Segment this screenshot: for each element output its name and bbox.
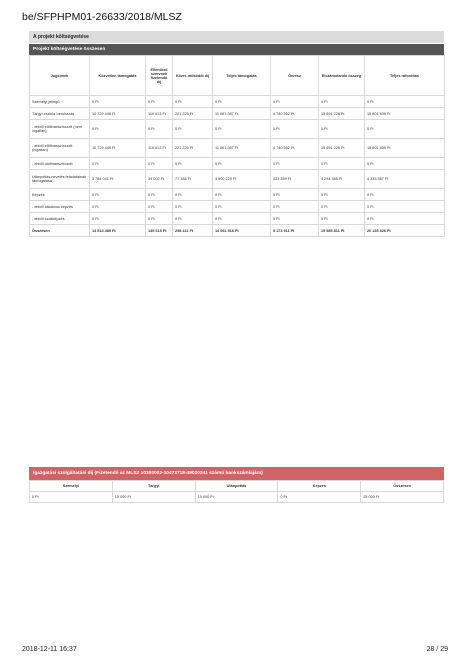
table-cell: 4 294 585 Ft [319, 170, 365, 189]
table-cell: 15 691 226 Ft [319, 108, 365, 120]
table-cell: 15 801 839 Ft [365, 108, 445, 120]
table-cell: 0 Ft [146, 189, 173, 201]
column-header: Tárgyi [112, 481, 195, 492]
table-cell: 0 Ft [365, 96, 445, 108]
table-cell: 4 740 552 Ft [271, 139, 319, 158]
total-row [30, 225, 445, 237]
table-cell: 4 333 587 Ft [365, 170, 445, 189]
table-cell: 0 Ft [90, 120, 146, 139]
table-cell: 0 Ft [173, 158, 213, 170]
fee-table-title: Igazgatási szolgáltatási díj (Fizetendő az MLSZ 10300002-10473718-49020341 számú bankszámlájára) [29, 467, 444, 480]
cost-table [29, 55, 445, 237]
table-cell: 0 Ft [365, 213, 445, 225]
table-cell: 4 740 552 Ft [271, 108, 319, 120]
table-cell: 0 Ft [365, 189, 445, 201]
cost-table-header-row [30, 56, 445, 96]
cost-table-title: Projekt költségvetése összesen [29, 44, 444, 55]
table-cell: 0 Ft [90, 189, 146, 201]
table-cell: 0 Ft [271, 189, 319, 201]
table-cell: 39 002 Ft [146, 170, 173, 189]
row-label: - ebből előfinanszírozott (nem ingatlan) [30, 120, 90, 139]
column-header: Közre-működői díj [173, 56, 213, 96]
table-cell: 15 801 839 Ft [365, 139, 445, 158]
table-cell: 298 411 Ft [173, 225, 213, 237]
table-cell: 0 Ft [271, 120, 319, 139]
table-cell: 0 Ft [213, 158, 271, 170]
footer-page-number: 28 / 29 [426, 646, 448, 653]
table-cell: 0 Ft [90, 213, 146, 225]
table-cell: 0 Ft [319, 201, 365, 213]
document-id: be/SFPHPM01-26633/2018/MLSZ [22, 11, 182, 23]
table-cell: 0 Ft [30, 492, 113, 503]
row-label: - ebből általános képzés [30, 201, 90, 213]
table-cell: 0 Ft [319, 96, 365, 108]
table-cell: 0 Ft [173, 213, 213, 225]
table-cell: 3 784 041 Ft [90, 170, 146, 189]
row-label: Személyi jellegű [30, 96, 90, 108]
column-header: Jogcímek [30, 56, 90, 96]
table-cell: 0 Ft [271, 201, 319, 213]
table-row [30, 96, 445, 108]
table-cell: 0 Ft [146, 158, 173, 170]
table-cell: 0 Ft [271, 96, 319, 108]
table-cell: 14 513 489 Ft [90, 225, 146, 237]
fee-table [29, 480, 444, 503]
table-cell: 10 000 Ft [195, 492, 278, 503]
row-label: Képzés [30, 189, 90, 201]
table-cell: 25 000 Ft [361, 492, 444, 503]
column-header: Képzés [278, 481, 361, 492]
column-header: Ellenőrző szervnek fizetendő díj [146, 56, 173, 96]
fee-section [29, 467, 444, 503]
row-label: Tárgyi eszköz beruházás [30, 108, 90, 120]
table-cell: 3 900 229 Ft [213, 170, 271, 189]
row-label: - ebből szakképzés [30, 213, 90, 225]
table-cell: 0 Ft [173, 120, 213, 139]
row-label: - ebből előfinanszírozott (ingatlan) [30, 139, 90, 158]
table-cell: 15 691 226 Ft [319, 139, 365, 158]
table-cell: 11 061 287 Ft [213, 108, 271, 120]
cost-table-body [30, 96, 445, 237]
table-cell: 149 615 Ft [146, 225, 173, 237]
column-header: Összesen [361, 481, 444, 492]
table-cell: 0 Ft [365, 120, 445, 139]
table-cell: 221 226 Ft [173, 139, 213, 158]
table-cell: 0 Ft [319, 189, 365, 201]
table-cell: 0 Ft [365, 158, 445, 170]
table-cell: 221 226 Ft [173, 108, 213, 120]
column-header: Személyi [30, 481, 113, 492]
table-cell: 0 Ft [365, 201, 445, 213]
row-label: Utánpótlás-nevelés feladatainak támogatása [30, 170, 90, 189]
table-row [30, 201, 445, 213]
table-cell: 0 Ft [146, 213, 173, 225]
table-cell: 77 186 Ft [173, 170, 213, 189]
footer-date: 2018-12-11 16:37 [22, 646, 77, 653]
table-cell: 5 173 911 Ft [271, 225, 319, 237]
section-title: A projekt költségvetése [29, 31, 444, 43]
table-cell: 0 Ft [173, 201, 213, 213]
table-cell: 0 Ft [173, 96, 213, 108]
table-row [30, 108, 445, 120]
fee-table-header-row [30, 481, 444, 492]
table-cell: 0 Ft [213, 201, 271, 213]
table-row [30, 213, 445, 225]
table-cell: 0 Ft [213, 213, 271, 225]
table-cell: 0 Ft [319, 158, 365, 170]
table-cell: 433 359 Ft [271, 170, 319, 189]
table-cell: 0 Ft [90, 158, 146, 170]
table-row [30, 170, 445, 189]
table-cell: 19 985 811 Ft [319, 225, 365, 237]
table-cell: 0 Ft [271, 158, 319, 170]
row-label: - ebből utófinanszírozott [30, 158, 90, 170]
column-header: Teljes támogatás [213, 56, 271, 96]
table-cell: 0 Ft [213, 120, 271, 139]
table-row [30, 492, 444, 503]
table-cell: 110 613 Ft [146, 108, 173, 120]
table-cell: 0 Ft [213, 189, 271, 201]
table-row [30, 139, 445, 158]
table-cell: 10 729 446 Ft [90, 139, 146, 158]
column-header: Teljes ráfordítás [365, 56, 445, 96]
table-row [30, 158, 445, 170]
table-cell: 0 Ft [90, 201, 146, 213]
table-cell: 110 613 Ft [146, 139, 173, 158]
column-header: Utánpótlás [195, 481, 278, 492]
table-cell: 0 Ft [146, 201, 173, 213]
table-cell: 0 Ft [319, 120, 365, 139]
table-cell: 10 729 446 Ft [90, 108, 146, 120]
column-header: Közvetlen támogatás [90, 56, 146, 96]
table-cell: 0 Ft [146, 96, 173, 108]
table-cell: 11 061 287 Ft [213, 139, 271, 158]
table-cell: 0 Ft [90, 96, 146, 108]
table-cell: 0 Ft [213, 96, 271, 108]
table-cell: 0 Ft [173, 189, 213, 201]
row-label: Összesen [30, 225, 90, 237]
table-row [30, 120, 445, 139]
table-cell: 0 Ft [146, 120, 173, 139]
table-cell: 0 Ft [278, 492, 361, 503]
column-header: Elszámolandó összeg [319, 56, 365, 96]
table-cell: 14 961 516 Ft [213, 225, 271, 237]
budget-section [29, 31, 444, 237]
table-cell: 0 Ft [271, 213, 319, 225]
table-row [30, 189, 445, 201]
table-cell: 20 135 426 Ft [365, 225, 445, 237]
table-cell: 15 000 Ft [112, 492, 195, 503]
column-header: Önrész [271, 56, 319, 96]
table-cell: 0 Ft [319, 213, 365, 225]
